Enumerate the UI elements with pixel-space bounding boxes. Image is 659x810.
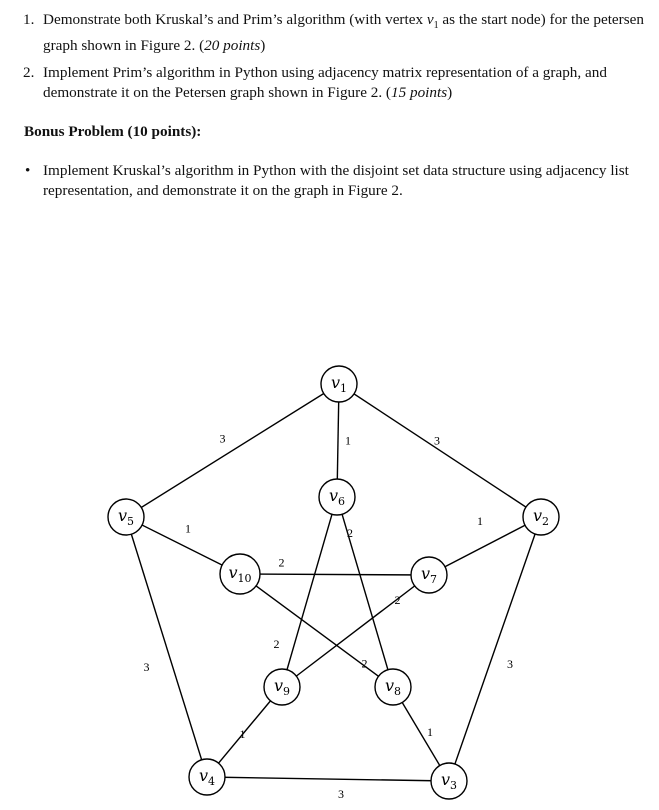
node-label-v2: $v_2$ [532,506,550,528]
edge-v4-v5 [126,517,207,777]
bonus-heading: Bonus Problem (10 points): [24,123,202,140]
node-v5 [108,499,144,535]
node-v2 [523,499,559,535]
problem-2 [23,63,653,103]
problem-2-text-a: Implement Prim’s algorithm in Python using adjacency matrix representation of a graph, and demonstrate it on the Petersen graph shown in Figure 2. ( [43,64,607,101]
bonus-item [25,161,653,201]
node-label-v3: $v_3$ [440,770,458,792]
node-v1 [321,366,357,402]
edge-weight-v1-v6: 1 [345,433,351,448]
node-v9 [264,669,300,705]
bullet-symbol: • [25,162,31,179]
edge-weight-v10-v8: 2 [361,656,368,671]
node-v6 [319,479,355,515]
edge-v1-v2 [339,384,541,517]
node-v10 [220,554,260,594]
problem-1-text-c: ) [260,37,266,55]
problem-1 [23,10,653,56]
node-v4 [189,759,225,795]
edge-weight-v6-v8: 2 [347,526,353,540]
node-v8 [375,669,411,705]
node-label-v7: $v_7$ [420,564,438,586]
petersen-graph-figure [0,360,659,810]
problem-2-number: 2. [23,64,35,81]
edge-v10-v7 [240,574,429,575]
edge-weight-v10-v7: 2 [278,555,285,570]
node-v7 [411,557,447,593]
node-label-v4: $v_4$ [198,766,216,788]
problem-2-points: 15 points [390,84,448,101]
node-v3 [431,763,467,799]
bonus-text: Implement Kruskal’s algorithm in Python with the disjoint set data structure using adjacency list representation, and demonstrate it on the graph in Figure 2. [43,162,629,199]
edges-layer [126,384,541,781]
edge-weight-v2-v3: 3 [507,657,513,671]
node-label-v1: $v_1$ [330,373,348,395]
problem-1-points: 20 points [204,37,261,55]
edge-v6-v9 [282,497,337,687]
edge-weight-v6-v9: 2 [273,637,280,651]
problem-1-var: $v_1$ [426,11,439,32]
edge-weight-v9-v7: 2 [394,593,401,607]
edge-weight-v3-v4: 3 [338,787,344,801]
node-label-v9: $v_9$ [273,676,291,698]
node-label-v8: $v_8$ [384,676,402,698]
edge-weight-v4-v5: 3 [143,660,150,674]
problem-1-text-b: as the start node) for the petersen graph shown in Figure 2. ( [43,11,644,55]
edge-v10-v8 [240,574,393,687]
edge-weight-v4-v9: 1 [239,727,246,741]
edge-weight-v3-v8: 1 [427,725,433,739]
node-label-v5: $v_5$ [117,506,135,528]
edge-v3-v4 [207,777,449,781]
edge-v2-v3 [449,517,541,781]
edge-weight-v1-v5: 3 [219,431,226,446]
edge-weight-v2-v7: 1 [477,514,483,528]
problem-1-number: 1. [23,11,35,28]
node-label-v6: $v_6$ [328,486,346,508]
edge-v1-v5 [126,384,339,517]
edge-weight-v5-v10: 1 [185,521,191,536]
problem-2-text-c: ) [447,84,453,101]
problem-1-text-a: Demonstrate both Kruskal’s and Prim’s algorithm (with vertex [43,11,427,28]
edge-v9-v7 [282,575,429,687]
node-label-v10: $v_{10}$ [228,563,252,585]
nodes-layer [108,366,559,799]
edge-weight-v1-v2: 3 [434,433,440,448]
